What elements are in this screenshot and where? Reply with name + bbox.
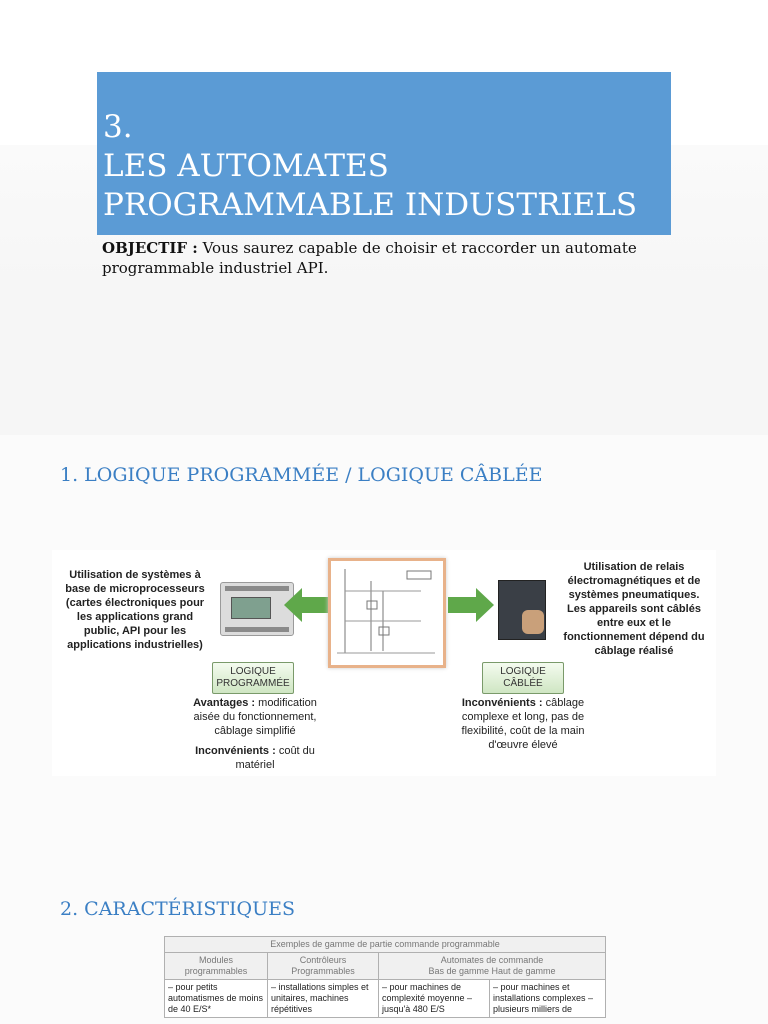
right-description: Utilisation de relais électromagnétiques et de systèmes pneumatiques. Les appareils sont câblés entre eux et le fonctionnement dépend du câblage réalisé [563,561,705,657]
chapter-title [103,108,663,225]
section-2-title: 2. CARACTÉRISTIQUES [60,898,296,920]
arrow-right-shape [448,588,494,622]
table-cell: – pour machines de complexité moyenne – jusqu'à 480 E/S [379,980,490,1018]
page-band [0,290,768,435]
left-description: Utilisation de systèmes à base de microprocesseurs (cartes électroniques pour les applications grand public, API pour les applications industrielles) [65,569,205,651]
advantages-label: Avantages : [193,697,256,709]
table-header-automates-sub: Bas de gamme Haut de gamme [428,966,556,976]
advantages-text [180,696,330,738]
schematic-lines [331,561,443,665]
characteristics-table [164,936,606,1018]
table-cell: – pour petits automatismes de moins de 40 E/S* [165,980,268,1018]
chapter-number: 3. [103,109,133,145]
table-header-modules: Modules programmables [165,953,268,980]
table-header-automates-title: Automates de commande [440,955,544,965]
table-row [165,980,606,1018]
arrow-right-icon [446,588,494,622]
left-drawbacks-text [190,744,320,772]
left-drawbacks-body: coût du matériel [235,745,315,771]
left-drawbacks-label: Inconvénients : [195,745,276,757]
table-caption: Exemples de gamme de partie commande programmable [165,937,606,953]
objective-text: Vous saurez capable de choisir et raccorder un automate programmable industriel API. [102,239,637,277]
table-cell: – pour machines et installations complexes – plusieurs milliers de [490,980,606,1018]
right-drawbacks-body: câblage complexe et long, pas de flexibilité, coût de la main d'œuvre élevé [461,697,585,751]
table-header-automates [379,953,606,980]
arrow-left-shape [284,588,330,622]
label-logique-cablee: LOGIQUE CÂBLÉE [482,662,564,694]
table-cell: – installations simples et unitaires, machines répétitives [268,980,379,1018]
hand-icon [522,610,544,634]
plc-device-icon [220,582,294,636]
advantages-body: modification aisée du fonctionnement, câblage simplifié [193,697,317,737]
arrow-left-icon [284,588,332,622]
chapter-title-line1: LES AUTOMATES [103,148,389,184]
circuit-schematic-icon [328,558,446,668]
logic-comparison-diagram [52,550,716,776]
right-drawbacks-label: Inconvénients : [461,697,543,709]
right-drawbacks-text [448,696,598,752]
chapter-title-line2: PROGRAMMABLE INDUSTRIELS [103,187,638,223]
section-1-title: 1. LOGIQUE PROGRAMMÉE / LOGIQUE CÂBLÉE [60,464,543,486]
objective-label: OBJECTIF : [102,239,198,257]
objective-paragraph [102,238,682,278]
table-header-controleurs: Contrôleurs Programmables [268,953,379,980]
label-logique-programmee: LOGIQUE PROGRAMMÉE [212,662,294,694]
